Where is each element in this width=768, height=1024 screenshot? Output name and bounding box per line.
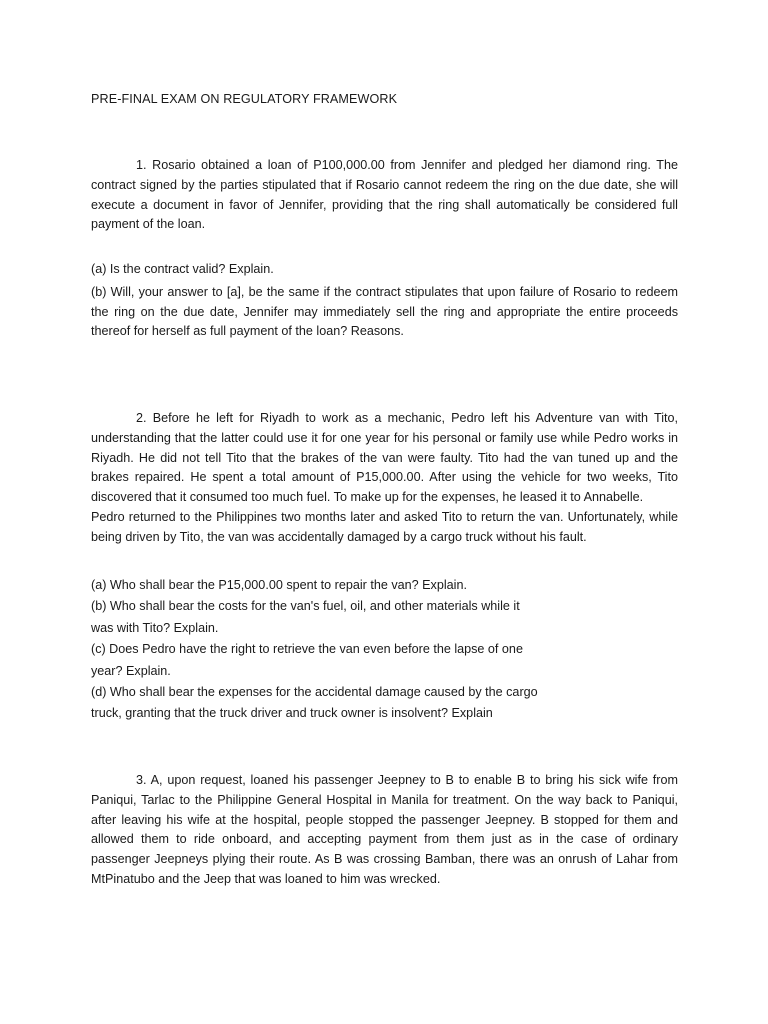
question-1 [91, 156, 678, 235]
question-2-sub-line: truck, granting that the truck driver and truck owner is insolvent? Explain [91, 706, 493, 721]
question-2 [91, 409, 678, 548]
question-2-sub-line: (b) Who shall bear the costs for the van's fuel, oil, and other materials while it [91, 599, 520, 614]
question-2-sub-line: (d) Who shall bear the expenses for the accidental damage caused by the cargo [91, 685, 538, 700]
question-1-sub-b: (b) Will, your answer to [a], be the same if the contract stipulates that upon failure of Rosario to redeem the ring on the due date, Jennifer may immediately sell the ring and appropriate the entire proceeds thereof for herself as full payment of the loan? Reasons. [91, 284, 678, 339]
question-3 [91, 771, 678, 890]
question-2-sub-line: year? Explain. [91, 663, 171, 678]
question-2-body-continued: Pedro returned to the Philippines two months later and asked Tito to return the van. Unfortunately, while being driven by Tito, the van was accidentally damaged by a cargo truck without his fault. [91, 509, 678, 544]
question-2-body: 2. Before he left for Riyadh to work as a mechanic, Pedro left his Adventure van with Tito, understanding that the latter could use it for one year for his personal or family use while Pedro works in Riyadh. He did not tell Tito that the brakes of the van were faulty. Tito had the van tuned up and the brakes repaired. He spent a total amount of P15,000.00. After using the vehicle for two weeks, Tito discovered that it consumed too much fuel. To make up for the expenses, he leased it to Annabelle. [91, 411, 678, 505]
question-2-subquestions [91, 575, 691, 725]
question-2-sub-line: (c) Does Pedro have the right to retrieve the van even before the lapse of one [91, 642, 523, 657]
document-title: PRE-FINAL EXAM ON REGULATORY FRAMEWORK [91, 92, 398, 106]
question-1-sub-a: (a) Is the contract valid? Explain. [91, 262, 274, 276]
question-2-sub-line: was with Tito? Explain. [91, 620, 219, 635]
question-1-body: 1. Rosario obtained a loan of P100,000.00 from Jennifer and pledged her diamond ring. The contract signed by the parties stipulated that if Rosario cannot redeem the ring on the due date, she will execute a document in favor of Jennifer, providing that the ring shall automatically be considered full payment of the loan. [91, 158, 678, 232]
question-3-body: 3. A, upon request, loaned his passenger Jeepney to B to enable B to bring his sick wife from Paniqui, Tarlac to the Philippine General Hospital in Manila for treatment. On the way back to Paniqui, after leaving his wife at the hospital, people stopped the passenger Jeepney. B stopped for them and allowed them to ride onboard, and accepting payment from them just as in the case of ordinary passenger Jeepneys plying their route. As B was crossing Bamban, there was an onrush of Lahar from MtPinatubo and the Jeep that was loaned to him was wrecked. [91, 773, 678, 886]
question-1-subquestions [91, 260, 678, 342]
question-2-sub-line: (a) Who shall bear the P15,000.00 spent to repair the van? Explain. [91, 578, 467, 592]
